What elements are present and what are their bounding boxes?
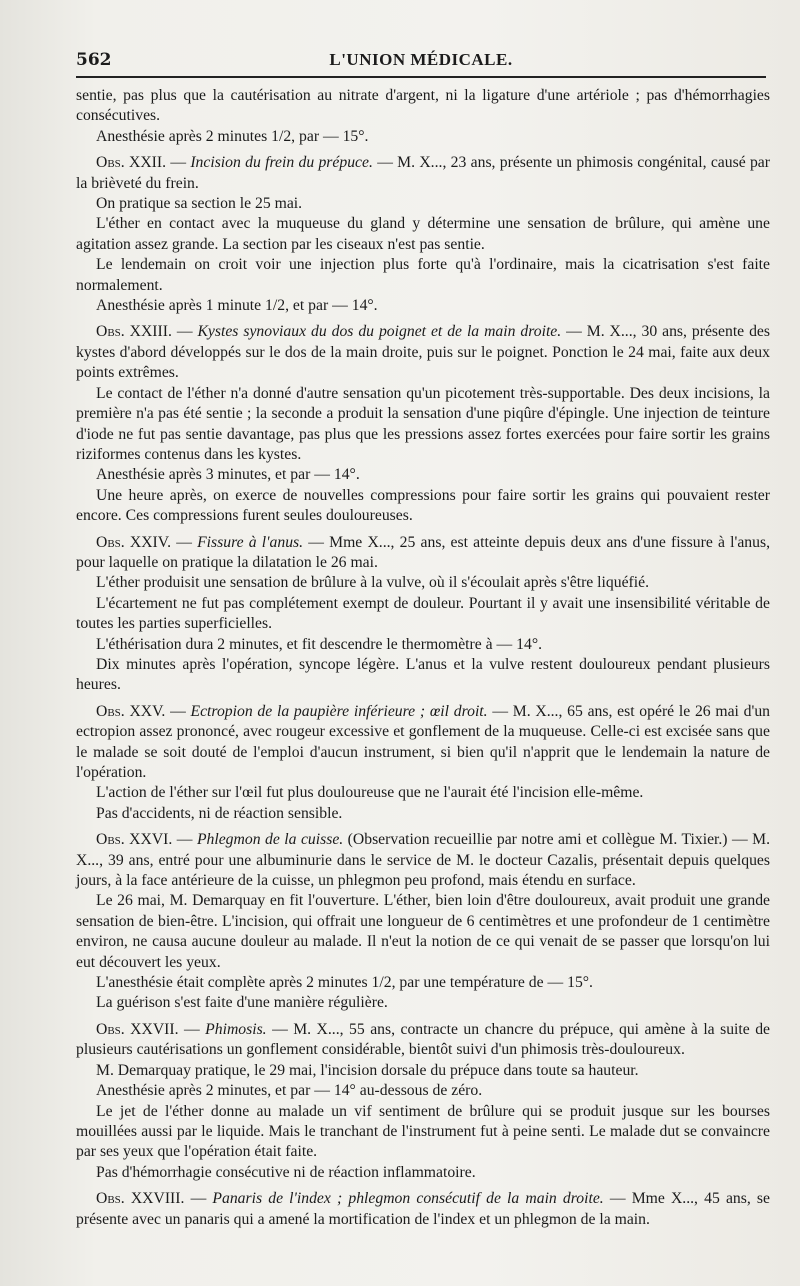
article-body — [76, 86, 770, 1230]
observation-label: Obs. XXVI. — [96, 831, 173, 849]
body-paragraph: Dix minutes après l'opération, syncope légère. L'anus et la vulve restent douloureux pendant plusieurs heures. — [76, 655, 770, 694]
page-header — [76, 46, 766, 78]
observation-title: Incision du frein du prépuce. — [190, 154, 373, 172]
observation-text: — Mme X..., 45 ans, se présente avec un panaris qui a amené la mortification de l'index et un phlegmon de la main. — [76, 1190, 770, 1228]
body-paragraph: L'action de l'éther sur l'œil fut plus douloureuse que ne l'aurait été l'incision elle-même. — [96, 784, 644, 802]
body-paragraph: Une heure après, on exerce de nouvelles compressions pour faire sortir les grains qui pouvaient rester encore. Ces compressions furent seules douloureuses. — [76, 486, 770, 525]
observation-paragraph: Obs. XXIII. — Kystes synoviaux du dos du poignet et de la main droite. — M. X..., 30 ans, présente des kystes d'abord développés sur le dos de la main droite, puis sur le poignet. Ponction le 24 mai, faite aux deux points extrêmes. — [76, 323, 770, 382]
body-paragraph: On pratique sa section le 25 mai. — [96, 195, 303, 213]
observation-text: — Mme X..., 25 ans, est atteinte depuis deux ans d'une fissure à l'anus, pour laquelle on pratique la dilatation le 26 mai. — [76, 533, 771, 571]
observation-paragraph: Obs. XXVII. — Phimosis. — M. X..., 55 ans, contracte un chancre du prépuce, qui amène à la suite de plusieurs cautérisations un gonflement considérable, bientôt suivi d'un phimosis très-douloureux. — [76, 1020, 771, 1059]
body-paragraph: Anesthésie après 1 minute 1/2, et par — 14°. — [96, 297, 378, 315]
observation-label: Obs. XXVIII. — [96, 1190, 185, 1208]
observation-title: Ectropion de la paupière inférieure ; œil droit. — [190, 702, 488, 720]
observation-title: Kystes synoviaux du dos du poignet et de la main droite. — [197, 323, 562, 341]
observation-label: Obs. XXIII. — [96, 323, 172, 341]
body-paragraph: Le contact de l'éther n'a donné d'autre sensation qu'un picotement très-supportable. Des deux incisions, la première n'a pas été sentie ; la seconde a produit la sensation d'une piqûre d'épingle. Une injection de teinture d'iode ne fut pas sentie davantage, pas plus que les pressions assez fortes exercées pour faire sortir les grains riziformes contenus dans les kystes. — [76, 384, 770, 463]
observation-paragraph: Obs. XXVIII. — Panaris de l'index ; phlegmon consécutif de la main droite. — Mme X..., 45 ans, se présente avec un panaris qui a amené la mortification de l'index et un phlegmon de la main. — [76, 1190, 770, 1228]
body-paragraph: L'anesthésie était complète après 2 minutes 1/2, par une température de — 15°. — [96, 974, 593, 992]
observation-label: Obs. XXIV. — [96, 533, 172, 551]
body-paragraph: Anesthésie après 2 minutes 1/2, par — 15°. — [96, 127, 369, 145]
observation-paragraph: Obs. XXV. — Ectropion de la paupière inférieure ; œil droit. — M. X..., 65 ans, est opéré le 26 mai d'un ectropion assez prononcé, avec rougeur excessive et gonflement de la muqueuse. Celle-ci est excisée sans que le malade se soit douté de l'emploi d'aucun instrument, si bien qu'il n'apprit que le lendemain la nature de l'opération. — [76, 702, 771, 781]
body-paragraph: L'écartement ne fut pas complétement exempt de douleur. Pourtant il y avait une insensibilité véritable de toutes les parties superficielles. — [76, 594, 770, 633]
body-paragraph: Pas d'accidents, ni de réaction sensible. — [96, 804, 343, 822]
body-paragraph: M. Demarquay pratique, le 29 mai, l'incision dorsale du prépuce dans toute sa hauteur. — [96, 1061, 639, 1079]
observation-text: — M. X..., 23 ans, présente un phimosis congénital, causé par la brièveté du frein. — [76, 154, 770, 192]
observation-title: Panaris de l'index ; phlegmon consécutif de la main droite. — [212, 1190, 604, 1208]
continued-paragraph: sentie, pas plus que la cautérisation au nitrate d'argent, ni la ligature d'une artériole ; pas d'hémorrhagies consécutives. — [76, 87, 770, 125]
body-paragraph: L'éthérisation dura 2 minutes, et fit descendre le thermomètre à — 14°. — [96, 635, 543, 653]
observation-label: Obs. XXV. — [96, 702, 166, 720]
observation-label: Obs. XXVII. — [96, 1020, 179, 1038]
body-paragraph: L'éther en contact avec la muqueuse du gland y détermine une sensation de brûlure, qui amène une agitation assez grande. La section par les ciseaux n'est pas sentie. — [76, 215, 770, 253]
body-paragraph: L'éther produisit une sensation de brûlure à la vulve, où il s'écoulait après s'être liquéfié. — [96, 574, 650, 592]
body-paragraph: Anesthésie après 3 minutes, et par — 14°. — [96, 466, 360, 484]
body-paragraph: Anesthésie après 2 minutes, et par — 14° au-dessous de zéro. — [96, 1082, 483, 1100]
observation-title: Phimosis. — [205, 1020, 267, 1038]
observation-title: Fissure à l'anus. — [197, 533, 304, 551]
page-number: 562 — [76, 50, 112, 70]
observation-paragraph: Obs. XXIV. — Fissure à l'anus. — Mme X..., 25 ans, est atteinte depuis deux ans d'une fissure à l'anus, pour laquelle on pratique la dilatation le 26 mai. — [76, 533, 771, 571]
observation-paragraph: Obs. XXVI. — Phlegmon de la cuisse. (Observation recueillie par notre ami et collègue M. Tixier.) — M. X..., 39 ans, entré pour une albuminurie dans le service de M. le docteur Cazalis, présentait depuis quelques jours, à la face antérieure de la cuisse, un phlegmon peu profond, mais étendu en surface. — [76, 831, 771, 890]
body-paragraph: Le 26 mai, M. Demarquay en fit l'ouverture. L'éther, bien loin d'être douloureux, avait produit une grande sensation de bien-être. L'incision, qui offrait une longueur de 6 centimètres et une profondeur de 1 centimètre environ, ne causa aucune douleur au malade. Il n'eut la notion de ce qui venait de se passer que lorsqu'on lui eut découvert les yeux. — [76, 892, 770, 971]
running-title: L'UNION MÉDICALE. — [329, 50, 513, 69]
body-paragraph: Pas d'hémorrhagie consécutive ni de réaction inflammatoire. — [96, 1163, 476, 1181]
body-paragraph: Le lendemain on croit voir une injection plus forte qu'à l'ordinaire, mais la cicatrisation s'est faite normalement. — [76, 256, 770, 294]
observation-label: Obs. XXII. — [96, 154, 167, 172]
body-paragraph: La guérison s'est faite d'une manière régulière. — [96, 994, 388, 1012]
observation-text: — M. X..., 30 ans, présente des kystes d'abord développés sur le dos de la main droite, puis sur le poignet. Ponction le 24 mai, faite aux deux points extrêmes. — [76, 323, 770, 382]
observation-text: — M. X..., 65 ans, est opéré le 26 mai d'un ectropion assez prononcé, avec rougeur excessive et gonflement de la muqueuse. Celle-ci est excisée sans que le malade se soit douté de l'emploi d'aucun instrument, si bien qu'il n'apprit que le lendemain la nature de l'opération. — [76, 702, 771, 781]
observation-text: — M. X..., 55 ans, contracte un chancre du prépuce, qui amène à la suite de plusieurs cautérisations un gonflement considérable, bientôt suivi d'un phimosis très-douloureux. — [76, 1020, 771, 1059]
observation-paragraph: Obs. XXII. — Incision du frein du prépuce. — M. X..., 23 ans, présente un phimosis congénital, causé par la brièveté du frein. — [76, 154, 770, 192]
body-paragraph: Le jet de l'éther donne au malade un vif sentiment de brûlure qui se produit jusque sur les bourses mouillées aussi par le liquide. Mais le tranchant de l'instrument fut à peine senti. Le malade dut se convaincre par ses yeux que l'opération était faite. — [76, 1102, 770, 1161]
observation-text: (Observation recueillie par notre ami et collègue M. Tixier.) — M. X..., 39 ans, entré pour une albuminurie dans le service de M. le docteur Cazalis, présentait depuis quelques jours, à la face antérieure de la cuisse, un phlegmon peu profond, mais étendu en surface. — [76, 831, 771, 890]
observation-title: Phlegmon de la cuisse. — [196, 831, 344, 849]
